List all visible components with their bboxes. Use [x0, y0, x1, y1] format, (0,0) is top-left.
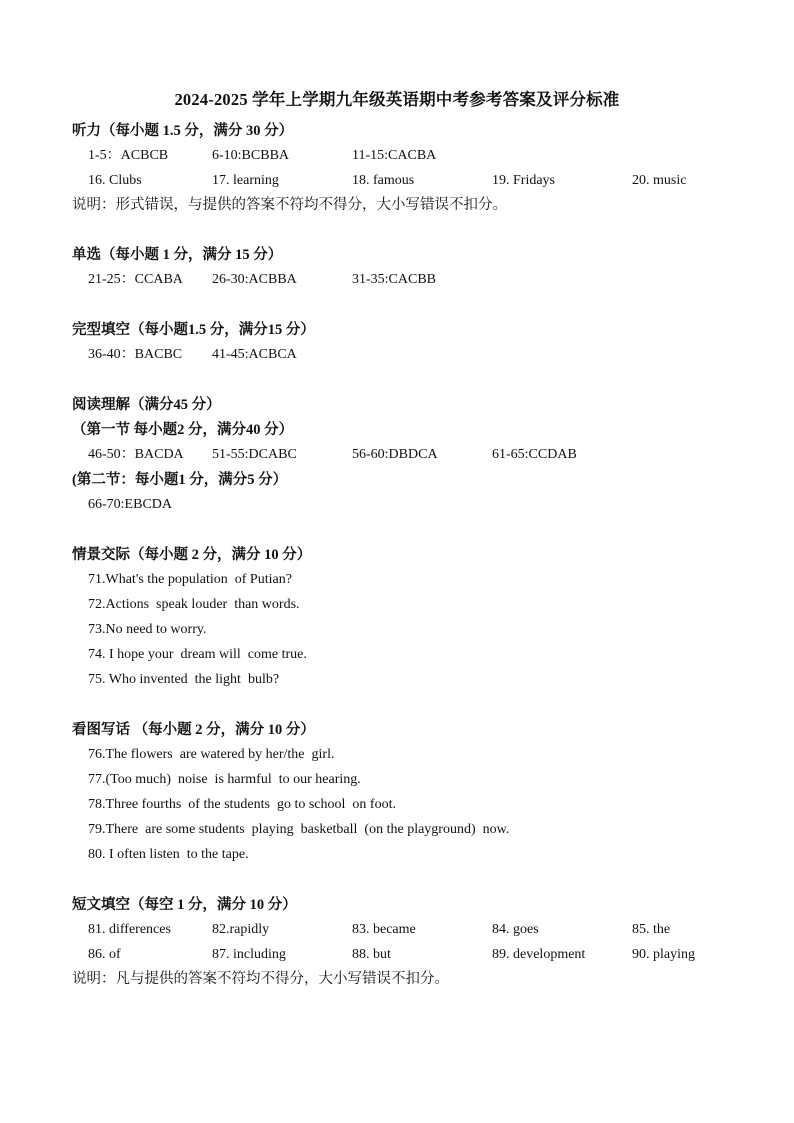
reading-section2-header: (第二节：每小题1 分，满分5 分） — [72, 472, 288, 488]
cloze-answer: 41-45:ACBCA — [212, 347, 297, 362]
dialogue-answer: 71.What's the population of Putian? — [88, 572, 292, 587]
passage-fill-answer: 87. including — [212, 947, 286, 962]
reading-answer: 51-55:DCABC — [212, 447, 297, 462]
passage-fill-answer: 90. playing — [632, 947, 695, 962]
reading-header: 阅读理解（满分45 分） — [72, 397, 221, 413]
passage-fill-note: 说明：凡与提供的答案不符均不得分，大小写错误不扣分。 — [72, 971, 449, 987]
passage-fill-answer: 86. of — [88, 947, 121, 962]
listening-answer: 17. learning — [212, 173, 279, 188]
page-title: 2024-2025 学年上学期九年级英语期中考参考答案及评分标准 — [174, 90, 620, 109]
reading-answer: 66-70:EBCDA — [88, 497, 172, 512]
picture-writing-answer: 78.Three fourths of the students go to school on foot. — [88, 797, 396, 812]
listening-answer: 18. famous — [352, 173, 415, 188]
cloze-header: 完型填空（每小题1.5 分，满分15 分） — [72, 322, 315, 338]
cloze-answer: 36-40：BACBC — [88, 347, 183, 362]
passage-fill-answer: 88. but — [352, 947, 391, 962]
passage-fill-answer: 84. goes — [492, 922, 539, 937]
passage-fill-answer: 83. became — [352, 922, 416, 937]
passage-fill-answer: 85. the — [632, 922, 671, 937]
dialogue-answer: 74. I hope your dream will come true. — [88, 647, 307, 662]
reading-answer: 56-60:DBDCA — [352, 447, 438, 462]
listening-answer: 11-15:CACBA — [352, 148, 437, 163]
reading-answer: 61-65:CCDAB — [492, 447, 577, 462]
listening-note: 说明：形式错误，与提供的答案不符均不得分，大小写错误不扣分。 — [72, 197, 507, 213]
single-choice-header: 单选（每小题 1 分，满分 15 分） — [72, 247, 283, 263]
reading-answer: 46-50：BACDA — [88, 447, 184, 462]
listening-answer: 19. Fridays — [492, 173, 555, 188]
single-choice-answer: 31-35:CACBB — [352, 272, 437, 287]
passage-fill-answer: 89. development — [492, 947, 586, 962]
passage-fill-header: 短文填空（每空 1 分，满分 10 分） — [72, 897, 297, 913]
picture-writing-answer: 76.The flowers are watered by her/the girl. — [88, 747, 335, 762]
dialogue-answer: 72.Actions speak louder than words. — [88, 597, 300, 612]
picture-writing-answer: 77.(Too much) noise is harmful to our hearing. — [88, 772, 361, 787]
picture-writing-header: 看图写话 （每小题 2 分，满分 10 分） — [72, 722, 315, 738]
picture-writing-answer: 80. I often listen to the tape. — [88, 847, 249, 862]
reading-section1-header: （第一节 每小题2 分，满分40 分） — [72, 422, 294, 438]
dialogue-header: 情景交际（每小题 2 分，满分 10 分） — [72, 547, 312, 563]
picture-writing-answer: 79.There are some students playing basketball (on the playground) now. — [88, 822, 510, 837]
listening-header: 听力（每小题 1.5 分，满分 30 分） — [72, 123, 294, 139]
listening-answer: 16. Clubs — [88, 173, 142, 188]
dialogue-answer: 73.No need to worry. — [88, 622, 207, 637]
single-choice-answer: 21-25：CCABA — [88, 272, 183, 287]
passage-fill-answer: 81. differences — [88, 922, 171, 937]
listening-answer: 20. music — [632, 173, 687, 188]
passage-fill-answer: 82.rapidly — [212, 922, 270, 937]
listening-answer: 1-5：ACBCB — [88, 148, 169, 163]
listening-answer: 6-10:BCBBA — [212, 148, 290, 163]
single-choice-answer: 26-30:ACBBA — [212, 272, 297, 287]
dialogue-answer: 75. Who invented the light bulb? — [88, 672, 280, 687]
